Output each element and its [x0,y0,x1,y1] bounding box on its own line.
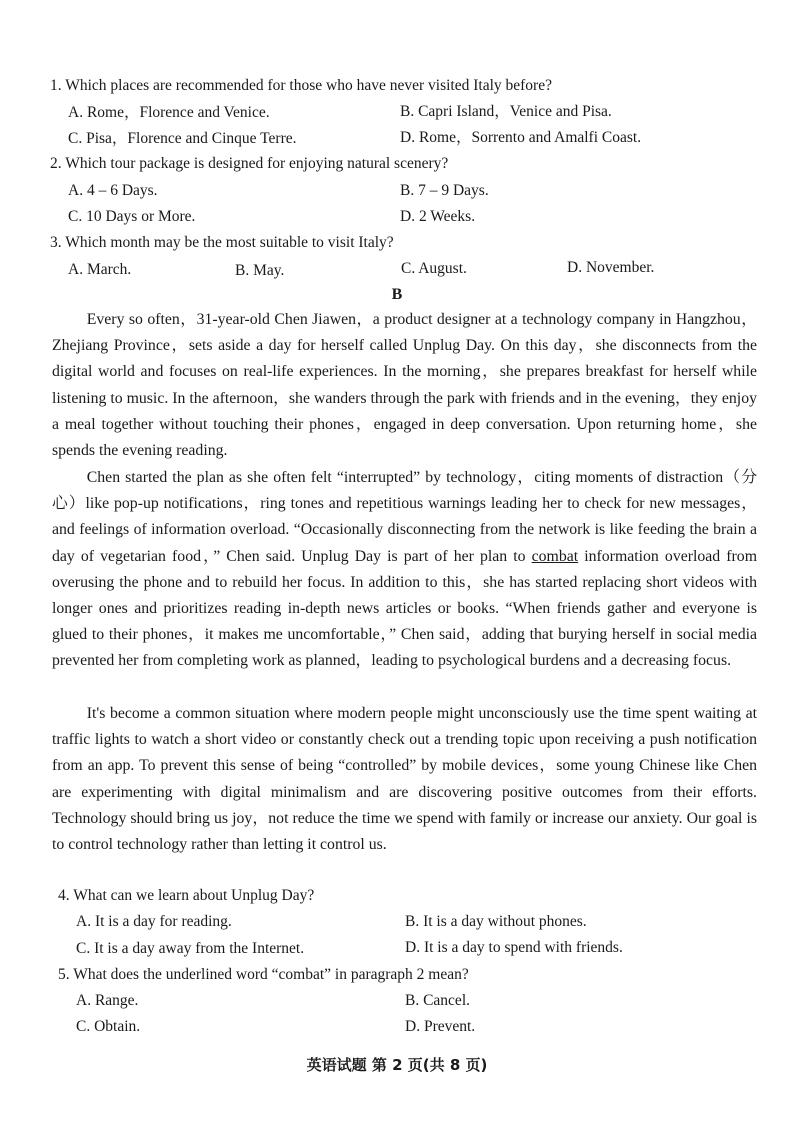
question-4-option-d: D. It is a day to spend with friends. [405,939,623,956]
question-3-option-b: B. May. [235,262,285,279]
paragraph-2-text-after: information overload from overusing the phone and to rebuild her focus. In addition to this，she has started replacing short videos with longer ones and prioritizes reading in-depth news articles or books. “When friends gather and everyone is glued to their phones，it makes me uncomfortable，” Chen said，adding that burying herself in social media prevented her from completing work as planned，leading to psychological burdens and a decreasing focus. [52,547,757,670]
question-2-option-d: D. 2 Weeks. [400,208,476,225]
passage-b-paragraph-3: It's become a common situation where modern people might unconsciously use the time spent waiting at traffic lights to watch a short video or constantly check out a trending topic upon receiving a push notification from an app. To prevent this sense of being “controlled” by mobile devices，some young Chinese like Chen are experimenting with digital minimalism and are discovering positive outcomes from their efforts. Technology should bring us joy，not reduce the time we spend with family or increase our anxiety. Our goal is to control technology rather than letting it control us. [52,705,757,854]
question-1-option-b: B. Capri Island，Venice and Pisa. [400,103,612,120]
question-5-option-b: B. Cancel. [405,992,470,1009]
passage-b-paragraph-2 [52,465,757,675]
question-2-stem: 2. Which tour package is designed for enjoying natural scenery? [50,155,449,172]
underlined-word-combat: combat [531,547,579,565]
question-3-stem: 3. Which month may be the most suitable to visit Italy? [50,234,394,251]
question-3-option-c: C. August. [401,260,467,277]
paragraph-2-text-before: Chen started the plan as she often felt “interrupted” by technology，citing moments of distraction（分心）like pop-up notifications，ring tones and repetitious warnings leading her to check for new messages，and feelings of information overload. “Occasionally disconnecting from the network is like feeding the brain a day of vegetarian food，” Chen said. Unplug Day is part of her plan to [52,469,757,565]
question-4-option-a: A. It is a day for reading. [76,913,232,930]
question-2-option-a: A. 4 – 6 Days. [68,182,158,199]
question-5-option-c: C. Obtain. [76,1018,141,1035]
question-1-stem: 1. Which places are recommended for those who have never visited Italy before? [50,77,552,94]
question-4-stem: 4. What can we learn about Unplug Day? [58,887,315,904]
question-1-option-c: C. Pisa，Florence and Cinque Terre. [68,130,297,147]
passage-b-paragraph-1: Every so often，31-year-old Chen Jiawen，a product designer at a technology company in Hangzhou，Zhejiang Province，sets aside a day for herself called Unplug Day. On this day，she disconnects from the digital world and focuses on real-life experiences. In the morning，she prepares breakfast for herself while listening to music. In the afternoon，she wanders through the park with friends and in the evening，they enjoy a meal together without touching their phones，engaged in deep conversation. Upon returning home，she spends the evening reading. [52,311,757,460]
question-1-option-d: D. Rome，Sorrento and Amalfi Coast. [400,129,642,146]
page-footer: 英语试题 第 2 页(共 8 页) [306,1056,488,1074]
question-3-option-d: D. November. [567,259,655,276]
question-4-option-b: B. It is a day without phones. [405,913,587,930]
question-3-option-a: A. March. [68,261,132,278]
question-5-stem: 5. What does the underlined word “combat” in paragraph 2 mean? [58,966,469,983]
question-1-option-a: A. Rome，Florence and Venice. [68,104,270,121]
section-b-title: B [391,286,403,303]
question-2-option-c: C. 10 Days or More. [68,208,196,225]
question-5-option-a: A. Range. [76,992,139,1009]
question-4-option-c: C. It is a day away from the Internet. [76,940,305,957]
question-2-option-b: B. 7 – 9 Days. [400,182,489,199]
question-5-option-d: D. Prevent. [405,1018,476,1035]
